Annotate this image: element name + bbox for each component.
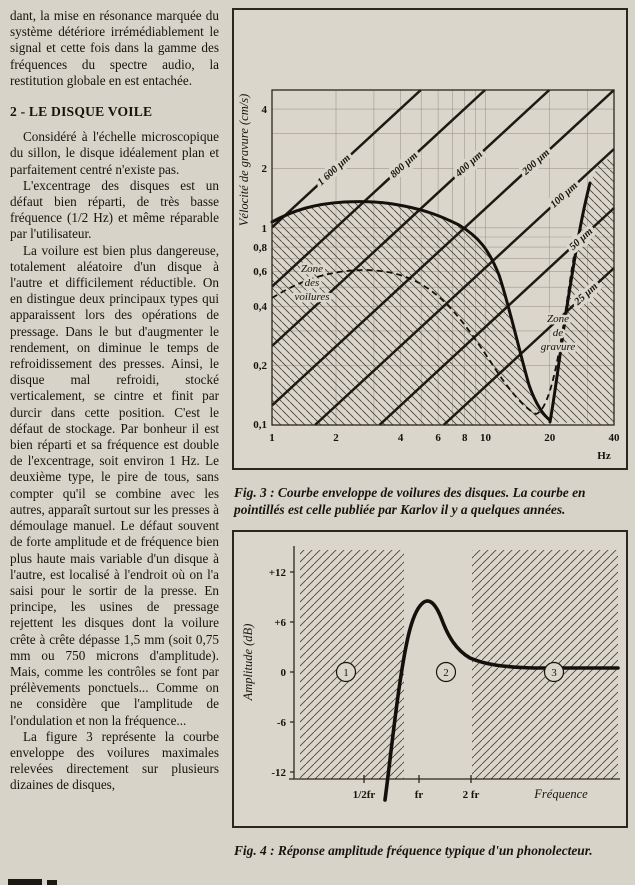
svg-text:0,6: 0,6 bbox=[253, 266, 267, 278]
svg-text:de: de bbox=[552, 327, 564, 339]
fig4-x-ticks bbox=[353, 789, 480, 801]
svg-text:1: 1 bbox=[261, 223, 267, 235]
fig4-y-ticks bbox=[269, 567, 287, 779]
paragraph-continuation: dant, la mise en résonance marquée du système détériore irrémédiablement le signal et cette fois dans la gamme des fréquences du spectre audio, la restitution globale en est entachée. bbox=[10, 8, 219, 88]
svg-text:4: 4 bbox=[397, 432, 404, 444]
cropped-footer-fragment bbox=[8, 879, 42, 885]
svg-text:2: 2 bbox=[261, 163, 267, 175]
amplitude-label-25: 25 µm bbox=[572, 281, 601, 308]
svg-text:20: 20 bbox=[544, 432, 556, 444]
amplitude-label-400: 400 µm bbox=[453, 149, 486, 180]
svg-text:2 fr: 2 fr bbox=[462, 789, 480, 801]
region1-number: 1 bbox=[343, 667, 349, 679]
fig4-chart bbox=[234, 532, 626, 826]
amplitude-label-100: 100 µm bbox=[548, 180, 581, 211]
paragraph: Considéré à l'échelle microscopique du sillon, le disque idéalement plan et parfaitement centré n'existe pas. bbox=[10, 129, 219, 177]
svg-text:-12: -12 bbox=[271, 767, 286, 779]
fig3-x-unit: Hz bbox=[597, 450, 611, 462]
svg-text:0: 0 bbox=[280, 667, 286, 679]
svg-text:+6: +6 bbox=[274, 617, 286, 629]
svg-text:-6: -6 bbox=[276, 717, 286, 729]
article-text-column bbox=[10, 8, 219, 871]
region2-number: 2 bbox=[443, 667, 449, 679]
section-heading: 2 - LE DISQUE VOILE bbox=[10, 104, 153, 120]
svg-text:10: 10 bbox=[480, 432, 491, 444]
svg-text:+12: +12 bbox=[268, 567, 286, 579]
svg-text:1: 1 bbox=[269, 432, 275, 444]
zone-voilures-hatch bbox=[272, 202, 550, 425]
svg-text:8: 8 bbox=[461, 432, 468, 444]
svg-text:0,4: 0,4 bbox=[253, 301, 267, 313]
cropped-footer-fragment bbox=[47, 880, 57, 885]
region3-number: 3 bbox=[551, 667, 557, 679]
paragraph: L'excentrage des disques est un défaut bien réparti, de très basse fréquence (1/2 Hz) et même réparable par l'utilisateur. bbox=[10, 177, 219, 242]
fig3-chart bbox=[234, 10, 626, 468]
figure4-caption: Fig. 4 : Réponse amplitude fréquence typique d'un phonolecteur. bbox=[234, 843, 593, 858]
svg-text:4: 4 bbox=[261, 104, 267, 116]
fig4-y-axis-title: Amplitude (dB) bbox=[241, 623, 255, 701]
paragraph: La figure 3 représente la courbe enveloppe des voilures maximales relevées directement sur plusieurs dizaines de disques, bbox=[10, 728, 219, 793]
amplitude-label-1600: 1 600 µm bbox=[315, 152, 353, 189]
svg-text:Zone: Zone bbox=[301, 263, 323, 275]
svg-text:gravure: gravure bbox=[540, 341, 576, 353]
fig4-x-axis-title: Fréquence bbox=[534, 787, 588, 801]
svg-text:des: des bbox=[304, 277, 320, 289]
paragraph: La voilure est bien plus dangereuse, totalement aléatoire d'un disque à l'autre et difficilement réductible. On en distingue deux principaux types qui apparaissent lors des opérations de pressage. Dans le but d'augmenter le rendement, on diminue le temps de refroidissement des presses. Ainsi, le disque mal refroidi, stocké verticalement, se cintre et finit par durcir dans cette position. C'est le défaut de stockage. Par bonheur il est bien réparti et sa fréquence est double de l'excentrage, soit environ 1 Hz. Le deuxième type, le pire de tous, sans compter qu'il se combine avec les autres, apparaît surtout sur les presses à démoulage manuel. Le défaut souvent de forte amplitude et de fréquence bien plus haute mais variable d'un disque à l'autre, est localisé à l'endroit où on l'a saisi pour le sortir de la presse. En principe, les usines de pressage rejettent les disques dont la voilure crête à crête dépasse 1,5 mm (soit 0,75 mm ou 750 microns d'amplitude). Mais, comme les contrôles se font par prélèvements ponctuels... Comme on ne considère que l'amplitude de l'ondulation et non la fréquence... bbox=[10, 242, 219, 728]
svg-text:0,8: 0,8 bbox=[253, 242, 267, 254]
svg-text:0,2: 0,2 bbox=[253, 360, 267, 372]
amplitude-label-200: 200 µm bbox=[520, 147, 553, 178]
fig3-x-ticks bbox=[269, 432, 620, 444]
svg-text:2: 2 bbox=[333, 432, 339, 444]
svg-text:Zone: Zone bbox=[547, 313, 569, 325]
svg-text:voilures: voilures bbox=[294, 291, 330, 303]
svg-text:40: 40 bbox=[608, 432, 620, 444]
fig3-y-ticks bbox=[253, 104, 267, 431]
figure4-box bbox=[232, 530, 628, 828]
amplitude-label-800: 800 µm bbox=[388, 150, 421, 181]
svg-text:0,1: 0,1 bbox=[253, 419, 267, 431]
svg-text:fr: fr bbox=[414, 789, 424, 801]
figures-column bbox=[232, 8, 631, 871]
svg-text:6: 6 bbox=[435, 432, 441, 444]
figure3-caption: Fig. 3 : Courbe enveloppe de voilures des disques. La courbe en pointillés est celle publiée par Karlov il y a quelques années. bbox=[234, 485, 586, 517]
svg-text:1/2fr: 1/2fr bbox=[352, 789, 376, 801]
figure3-box bbox=[232, 8, 628, 470]
amplitude-label-50: 50 µm bbox=[567, 226, 596, 253]
fig3-y-axis-title: Vélocité de gravure (cm/s) bbox=[237, 93, 251, 227]
